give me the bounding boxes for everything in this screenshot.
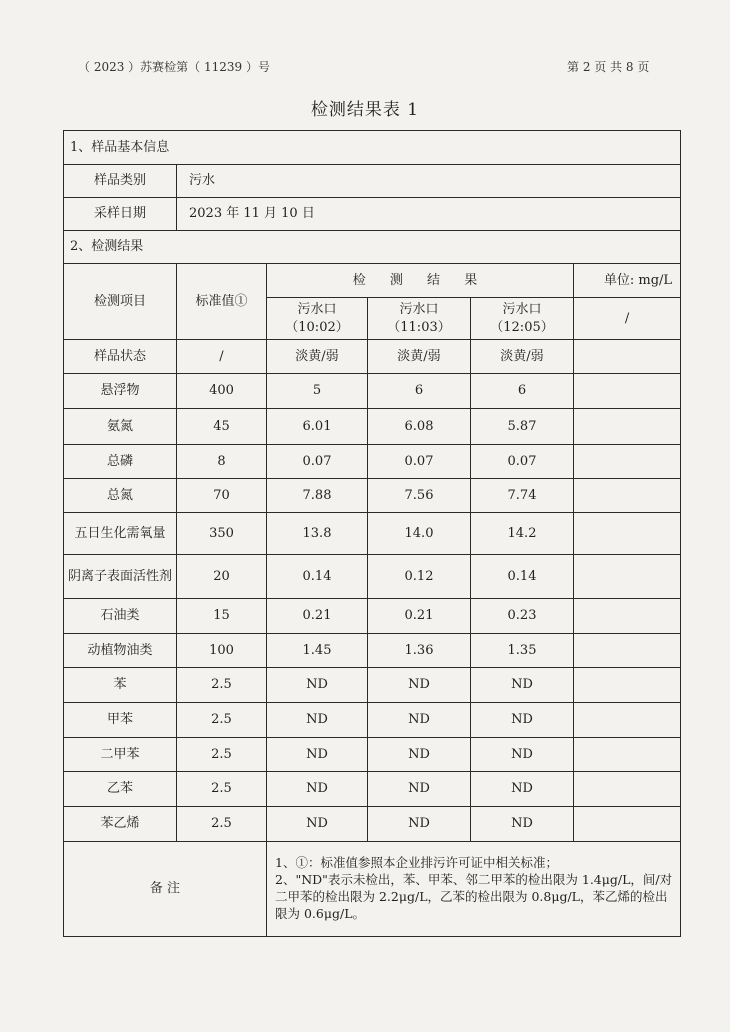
row-item-name: 石油类: [64, 599, 177, 634]
row-extra-cell: [574, 513, 681, 555]
table-row: [64, 374, 681, 409]
row-extra-cell: [574, 374, 681, 409]
row-extra-cell: [574, 445, 681, 479]
row-item-name: 阴离子表面活性剂: [64, 555, 177, 599]
row-standard-value: 400: [177, 374, 267, 409]
table-row: [64, 807, 681, 842]
sample-category-value: 污水: [177, 165, 681, 198]
row-result-3: ND: [471, 807, 574, 842]
table-row: [64, 409, 681, 445]
point-name: 污水口: [297, 301, 337, 317]
row-item-name: 悬浮物: [64, 374, 177, 409]
col-header-standard: 标准值①: [177, 264, 267, 340]
table-row: [64, 479, 681, 513]
row-item-name: 苯乙烯: [64, 807, 177, 842]
table-row: [64, 340, 681, 374]
row-result-1: 6.01: [267, 409, 368, 445]
row-standard-value: 2.5: [177, 772, 267, 807]
row-standard-value: 2.5: [177, 738, 267, 772]
row-item-name: 甲苯: [64, 703, 177, 738]
row-result-2: 7.56: [368, 479, 471, 513]
row-result-2: 0.12: [368, 555, 471, 599]
row-result-2: ND: [368, 668, 471, 703]
row-standard-value: 2.5: [177, 807, 267, 842]
results-table: [63, 130, 681, 937]
row-result-3: ND: [471, 738, 574, 772]
extra-column-header: /: [574, 298, 681, 340]
point-name: 污水口: [399, 301, 439, 317]
point-time: （12:05）: [490, 319, 554, 335]
table-row: [64, 634, 681, 668]
row-result-2: 淡黄/弱: [368, 340, 471, 374]
row-standard-value: 350: [177, 513, 267, 555]
row-standard-value: 20: [177, 555, 267, 599]
row-result-3: ND: [471, 703, 574, 738]
results-heading: 2、检测结果: [64, 231, 681, 264]
row-item-name: 总氮: [64, 479, 177, 513]
row-item-name: 样品状态: [64, 340, 177, 374]
row-standard-value: 70: [177, 479, 267, 513]
table-row: [64, 513, 681, 555]
table-row: [64, 555, 681, 599]
row-result-1: 0.14: [267, 555, 368, 599]
point-time: （11:03）: [387, 319, 451, 335]
row-result-3: ND: [471, 668, 574, 703]
table-row: [64, 599, 681, 634]
row-item-name: 五日生化需氧量: [64, 513, 177, 555]
row-extra-cell: [574, 409, 681, 445]
row-result-1: ND: [267, 668, 368, 703]
row-extra-cell: [574, 634, 681, 668]
row-result-1: 0.07: [267, 445, 368, 479]
row-result-2: ND: [368, 703, 471, 738]
row-standard-value: 2.5: [177, 668, 267, 703]
row-standard-value: 2.5: [177, 703, 267, 738]
row-result-1: 7.88: [267, 479, 368, 513]
row-result-1: 0.21: [267, 599, 368, 634]
row-result-2: 0.21: [368, 599, 471, 634]
row-result-3: ND: [471, 772, 574, 807]
row-result-1: ND: [267, 807, 368, 842]
row-item-name: 苯: [64, 668, 177, 703]
page-title: 检测结果表 1: [310, 100, 420, 120]
report-number: （ 2023 ）苏赛检第（ 11239 ）号: [78, 60, 270, 74]
sampling-date-label: 采样日期: [64, 198, 177, 231]
row-extra-cell: [574, 772, 681, 807]
row-result-2: 6.08: [368, 409, 471, 445]
remark-line-2: 2、"ND"表示未检出，苯、甲苯、邻二甲苯的检出限为 1.4μg/L，间/对二甲苯的检出限为 2.2μg/L，乙苯的检出限为 0.8μg/L，苯乙烯的检出限为 0.6μg/L。: [275, 872, 673, 921]
row-extra-cell: [574, 340, 681, 374]
row-result-2: 6: [368, 374, 471, 409]
row-extra-cell: [574, 703, 681, 738]
row-result-3: 7.74: [471, 479, 574, 513]
table-row: [64, 772, 681, 807]
row-result-1: 1.45: [267, 634, 368, 668]
table-row: [64, 703, 681, 738]
row-standard-value: 15: [177, 599, 267, 634]
page-indicator: 第 2 页 共 8 页: [567, 60, 650, 74]
row-extra-cell: [574, 479, 681, 513]
row-result-3: 6: [471, 374, 574, 409]
table-row: [64, 445, 681, 479]
remarks-label: 备 注: [64, 842, 267, 937]
row-result-2: 14.0: [368, 513, 471, 555]
sample-info-heading: 1、样品基本信息: [64, 131, 681, 165]
table-row: [64, 668, 681, 703]
col-header-results: 检 测 结 果: [267, 264, 574, 298]
row-item-name: 动植物油类: [64, 634, 177, 668]
sampling-point-2: [368, 298, 471, 340]
row-standard-value: 100: [177, 634, 267, 668]
row-item-name: 氨氮: [64, 409, 177, 445]
row-result-3: 14.2: [471, 513, 574, 555]
row-result-2: ND: [368, 772, 471, 807]
row-extra-cell: [574, 668, 681, 703]
row-standard-value: 45: [177, 409, 267, 445]
remarks-content: [267, 842, 681, 937]
row-result-3: 0.07: [471, 445, 574, 479]
row-item-name: 总磷: [64, 445, 177, 479]
unit-label: 单位: mg/L: [574, 264, 681, 298]
row-result-3: 0.14: [471, 555, 574, 599]
row-result-1: 5: [267, 374, 368, 409]
remark-line-1: 1、①：标准值参照本企业排污许可证中相关标准；: [275, 855, 558, 871]
row-result-2: ND: [368, 807, 471, 842]
row-extra-cell: [574, 555, 681, 599]
row-result-3: 5.87: [471, 409, 574, 445]
row-extra-cell: [574, 599, 681, 634]
point-name: 污水口: [502, 301, 542, 317]
row-result-3: 1.35: [471, 634, 574, 668]
row-standard-value: 8: [177, 445, 267, 479]
row-result-1: 13.8: [267, 513, 368, 555]
row-extra-cell: [574, 807, 681, 842]
row-result-2: ND: [368, 738, 471, 772]
row-standard-value: /: [177, 340, 267, 374]
sampling-point-1: [267, 298, 368, 340]
sample-category-label: 样品类别: [64, 165, 177, 198]
row-result-3: 0.23: [471, 599, 574, 634]
row-extra-cell: [574, 738, 681, 772]
table-row: [64, 738, 681, 772]
row-result-1: ND: [267, 738, 368, 772]
row-item-name: 二甲苯: [64, 738, 177, 772]
row-result-3: 淡黄/弱: [471, 340, 574, 374]
row-result-2: 0.07: [368, 445, 471, 479]
sampling-date-value: 2023 年 11 月 10 日: [177, 198, 681, 231]
point-time: （10:02）: [285, 319, 349, 335]
sampling-point-3: [471, 298, 574, 340]
row-result-1: ND: [267, 772, 368, 807]
row-item-name: 乙苯: [64, 772, 177, 807]
row-result-1: ND: [267, 703, 368, 738]
row-result-1: 淡黄/弱: [267, 340, 368, 374]
col-header-item: 检测项目: [64, 264, 177, 340]
row-result-2: 1.36: [368, 634, 471, 668]
